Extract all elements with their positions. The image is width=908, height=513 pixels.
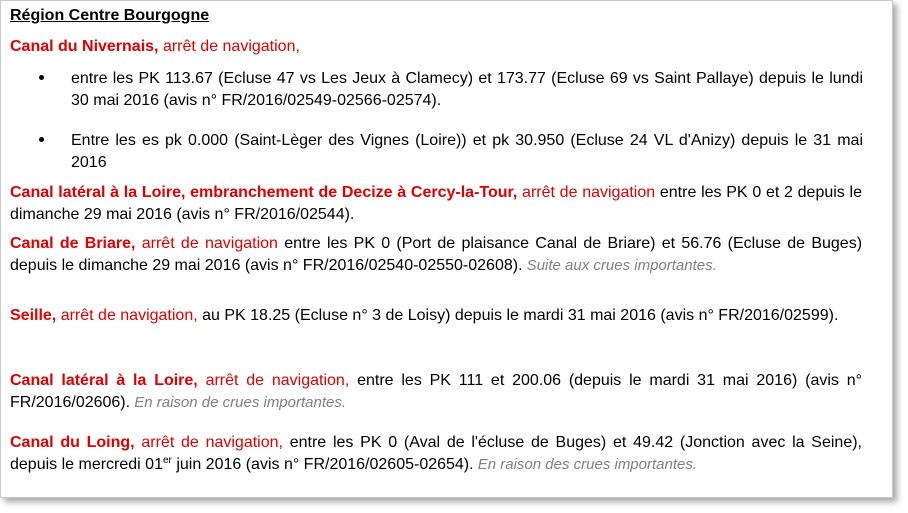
lateral-loire-paragraph <box>10 370 862 414</box>
canal-detail: entre les PK 0 (Aval de l'écluse de Buges) et 49.42 (Jonction avec la Seine), depuis le mercredi 01 <box>10 434 863 473</box>
canal-name: Canal de Briare, <box>10 235 136 252</box>
canal-status: arrêt de navigation, <box>134 434 283 451</box>
nivernais-heading <box>10 36 862 58</box>
list-item-text: Entre les es pk 0.000 (Saint-Lèger des Vignes (Loire)) et pk 30.950 (Ecluse 24 VL d'Anizy) depuis le 31 mai 2016 <box>71 132 863 171</box>
list-item-text: entre les PK 113.67 (Ecluse 47 vs Les Jeux à Clamecy) et 173.77 (Ecluse 69 vs Saint Pallaye) depuis le lundi 30 mai 2016 (avis n° FR/2016/02549-02566-02574). <box>71 70 863 109</box>
ordinal-suffix: er <box>162 455 172 466</box>
canal-name: Seille, <box>10 307 57 324</box>
lateral-decize-paragraph <box>10 182 862 226</box>
bullet-icon <box>39 137 44 142</box>
canal-name: Canal latéral à la Loire, <box>10 372 198 389</box>
canal-detail: entre les PK 111 et 200.06 (depuis le mardi 31 mai 2016) (avis n° FR/2016/02606). <box>10 372 863 411</box>
loing-paragraph <box>10 432 862 476</box>
canal-detail: au PK 18.25 (Ecluse n° 3 de Loisy) depuis le mardi 31 mai 2016 (avis n° FR/2016/02599). <box>197 307 839 324</box>
canal-status: arrêt de navigation, <box>197 372 350 389</box>
canal-status: arrêt de navigation <box>135 235 278 252</box>
region-title: Région Centre Bourgogne <box>10 7 210 24</box>
canal-name: Canal latéral à la Loire, embranchement de Decize à Cercy-la-Tour, <box>10 184 518 201</box>
seille-paragraph <box>10 305 862 327</box>
canal-status: arrêt de navigation, <box>56 307 198 324</box>
canal-detail: entre les PK 0 et 2 depuis le dimanche 29 mai 2016 (avis n° FR/2016/02544). <box>10 184 862 223</box>
canal-status: arrêt de navigation <box>517 184 656 201</box>
canal-name: Canal du Nivernais, <box>10 38 159 55</box>
canal-note: En raison de crues importantes. <box>130 394 347 411</box>
canal-name: Canal du Loing, <box>10 434 135 451</box>
bullet-icon <box>39 75 44 80</box>
canal-note: En raison des crues importantes. <box>473 456 698 473</box>
canal-detail-end: juin 2016 (avis n° FR/2016/02605-02654). <box>171 456 474 473</box>
canal-status: arrêt de navigation, <box>158 38 300 55</box>
canal-note: Suite aux crues importantes. <box>522 257 717 274</box>
briare-paragraph <box>10 233 862 277</box>
canal-detail: entre les PK 0 (Port de plaisance Canal de Briare) et 56.76 (Ecluse de Buges) depuis le dimanche 29 mai 2016 (avis n° FR/2016/02540-02550-02608). <box>10 235 863 274</box>
